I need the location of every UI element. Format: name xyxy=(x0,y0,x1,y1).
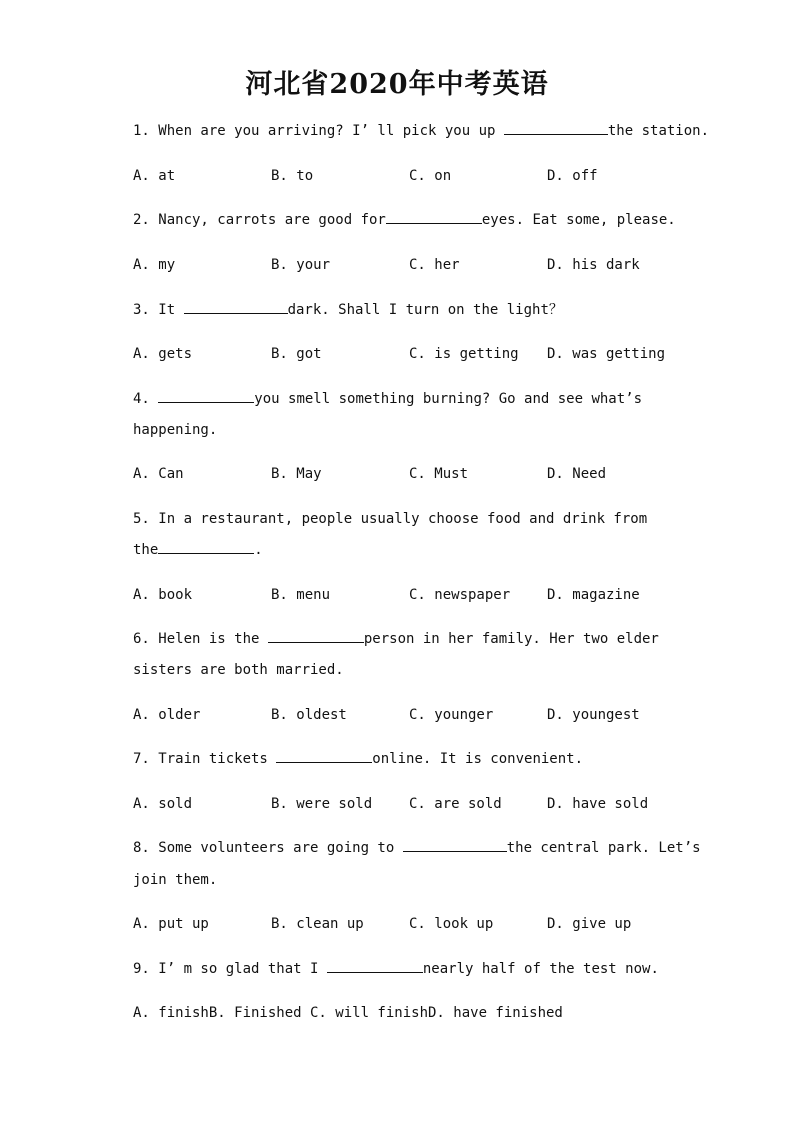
question-8-text-line-2: join them. xyxy=(133,872,218,888)
question-8-text: 8. Some volunteers are going to the central park. Let’s xyxy=(133,840,701,856)
question-2-text: 2. Nancy, carrots are good for eyes. Eat some, please. xyxy=(133,212,676,228)
question-8-option-b: B. clean up xyxy=(271,916,364,932)
question-6-option-d: D. youngest xyxy=(547,707,640,723)
answer-blank xyxy=(184,301,288,314)
question-7-text: 7. Train tickets online. It is convenient. xyxy=(133,751,584,767)
question-3-option-d: D. was getting xyxy=(547,346,666,362)
question-6-option-c: C. younger xyxy=(409,707,494,723)
question-7-option-c: C. are sold xyxy=(409,796,502,812)
question-6-text-line-2: sisters are both married. xyxy=(133,662,344,678)
question-3-option-a: A. gets xyxy=(133,346,193,362)
question-8-option-d: D. give up xyxy=(547,916,632,932)
question-4-option-b: B. May xyxy=(271,466,322,482)
question-9-text: 9. I’ m so glad that I nearly half of the test now. xyxy=(133,961,659,977)
question-2-option-d: D. his dark xyxy=(547,257,640,273)
question-5-option-c: C. newspaper xyxy=(409,587,511,603)
question-2-option-c: C. her xyxy=(409,257,460,273)
question-5-option-d: D. magazine xyxy=(547,587,640,603)
question-4-option-a: A. Can xyxy=(133,466,184,482)
question-1-option-a: A. at xyxy=(133,168,176,184)
question-6-option-b: B. oldest xyxy=(271,707,347,723)
question-4-option-c: C. Must xyxy=(409,466,469,482)
answer-blank xyxy=(158,541,254,554)
question-7-option-d: D. have sold xyxy=(547,796,649,812)
question-4-option-d: D. Need xyxy=(547,466,607,482)
question-4-text-line-2: happening. xyxy=(133,422,218,438)
question-5-text-line-2: the . xyxy=(133,542,263,558)
answer-blank xyxy=(403,839,507,852)
question-3-text: 3. It dark. Shall I turn on the light？ xyxy=(133,302,563,318)
question-1-text: 1. When are you arriving? I’ ll pick you up the station. xyxy=(133,123,710,139)
answer-blank xyxy=(386,211,482,224)
question-1-option-c: C. on xyxy=(409,168,452,184)
answer-blank xyxy=(327,960,423,973)
question-6-option-a: A. older xyxy=(133,707,201,723)
answer-blank xyxy=(504,122,608,135)
question-1-option-b: B. to xyxy=(271,168,314,184)
question-6-text: 6. Helen is the person in her family. Her two elder xyxy=(133,631,659,647)
document-title: 河北省2020年中考英语 xyxy=(245,69,549,100)
question-1-option-d: D. off xyxy=(547,168,598,184)
answer-blank xyxy=(268,630,364,643)
question-8-option-a: A. put up xyxy=(133,916,209,932)
question-5-option-b: B. menu xyxy=(271,587,331,603)
answer-blank xyxy=(276,750,372,763)
question-9-options: A. finishB. Finished C. will finishD. have finished xyxy=(133,1005,563,1021)
question-3-option-c: C. is getting xyxy=(409,346,519,362)
question-7-option-b: B. were sold xyxy=(271,796,373,812)
question-5-text: 5. In a restaurant, people usually choose food and drink from xyxy=(133,511,648,527)
question-8-option-c: C. look up xyxy=(409,916,494,932)
question-2-option-a: A. my xyxy=(133,257,176,273)
question-3-option-b: B. got xyxy=(271,346,322,362)
question-2-option-b: B. your xyxy=(271,257,331,273)
question-7-option-a: A. sold xyxy=(133,796,193,812)
question-5-option-a: A. book xyxy=(133,587,193,603)
answer-blank xyxy=(158,390,254,403)
question-4-text: 4. you smell something burning? Go and see what’s xyxy=(133,391,643,407)
